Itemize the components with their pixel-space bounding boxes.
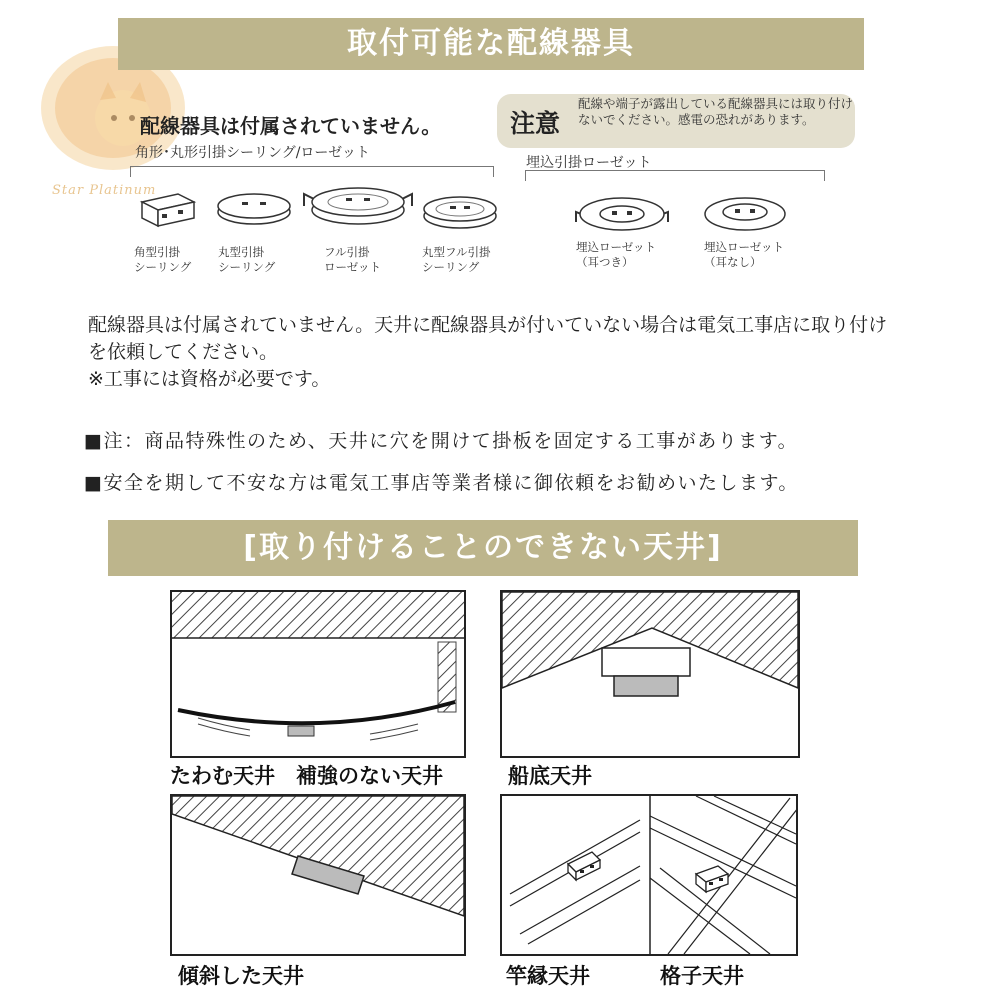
installation-text: 配線器具は付属されていません。天井に配線器具が付いていない場合は電気工事店に取り付けを依頼してください。 [88,314,888,363]
embedded-rosette-icon [700,188,790,236]
sloped-ceiling-diagram [170,794,466,956]
fixture-label: 丸型引掛 シーリング [218,245,276,274]
sagging-ceiling-diagram [170,590,466,758]
fixture-label: 埋込ローゼット （耳つき） [576,240,657,269]
ceiling-label: たわむ天井 補強のない天井 [170,764,443,788]
ceiling-fixture-group-label: 角形･丸形引掛シーリング/ローゼット [135,145,370,161]
rod-and-lattice-ceiling-diagram [500,794,798,956]
no-wiring-heading: 配線器具は付属されていません。 [140,114,442,138]
unsupported-ceilings-title: [取り付けることのできない天井] [108,520,858,576]
boat-bottom-ceiling-diagram [500,590,800,758]
embedded-fixture-group-label: 埋込引掛ローゼット [526,155,652,171]
full-rosette-icon [300,180,416,230]
ceiling-label: 竿縁天井 [506,964,590,988]
ceiling-label: 格子天井 [660,964,744,988]
ceiling-group-bracket [130,166,494,177]
fixture-label: フル引掛 ローゼット [324,245,382,274]
watermark-text: Star Platinum [52,183,157,198]
fixture-label: 丸型フル引掛 シーリング [422,245,491,274]
fixture-label: 埋込ローゼット （耳なし） [704,240,785,269]
fixtures-title: 取付可能な配線器具 [118,18,864,70]
embedded-rosette-eared-icon [570,188,674,236]
note-construction: ■注：商品特殊性のため、天井に穴を開けて掛板を固定する工事があります。 [84,430,799,452]
qualification-note: ※工事には資格が必要です。 [88,368,331,390]
round-full-ceiling-fixture-icon [420,192,500,232]
fixture-label: 角型引掛 シーリング [134,245,192,274]
note-safety: ■安全を期して不安な方は電気工事店等業者様に御依頼をお勧めいたします。 [84,472,799,494]
caution-title: 注意 [510,109,561,138]
ceiling-label: 船底天井 [508,764,592,788]
round-ceiling-fixture-icon [214,190,294,230]
square-ceiling-fixture-icon [134,188,198,232]
installation-paragraph [88,312,928,393]
ceiling-label: 傾斜した天井 [178,964,304,988]
embedded-group-bracket [525,170,825,181]
caution-text: 配線や端子が露出している配線器具には取り付けないでください。感電の恐れがあります。 [578,96,854,127]
